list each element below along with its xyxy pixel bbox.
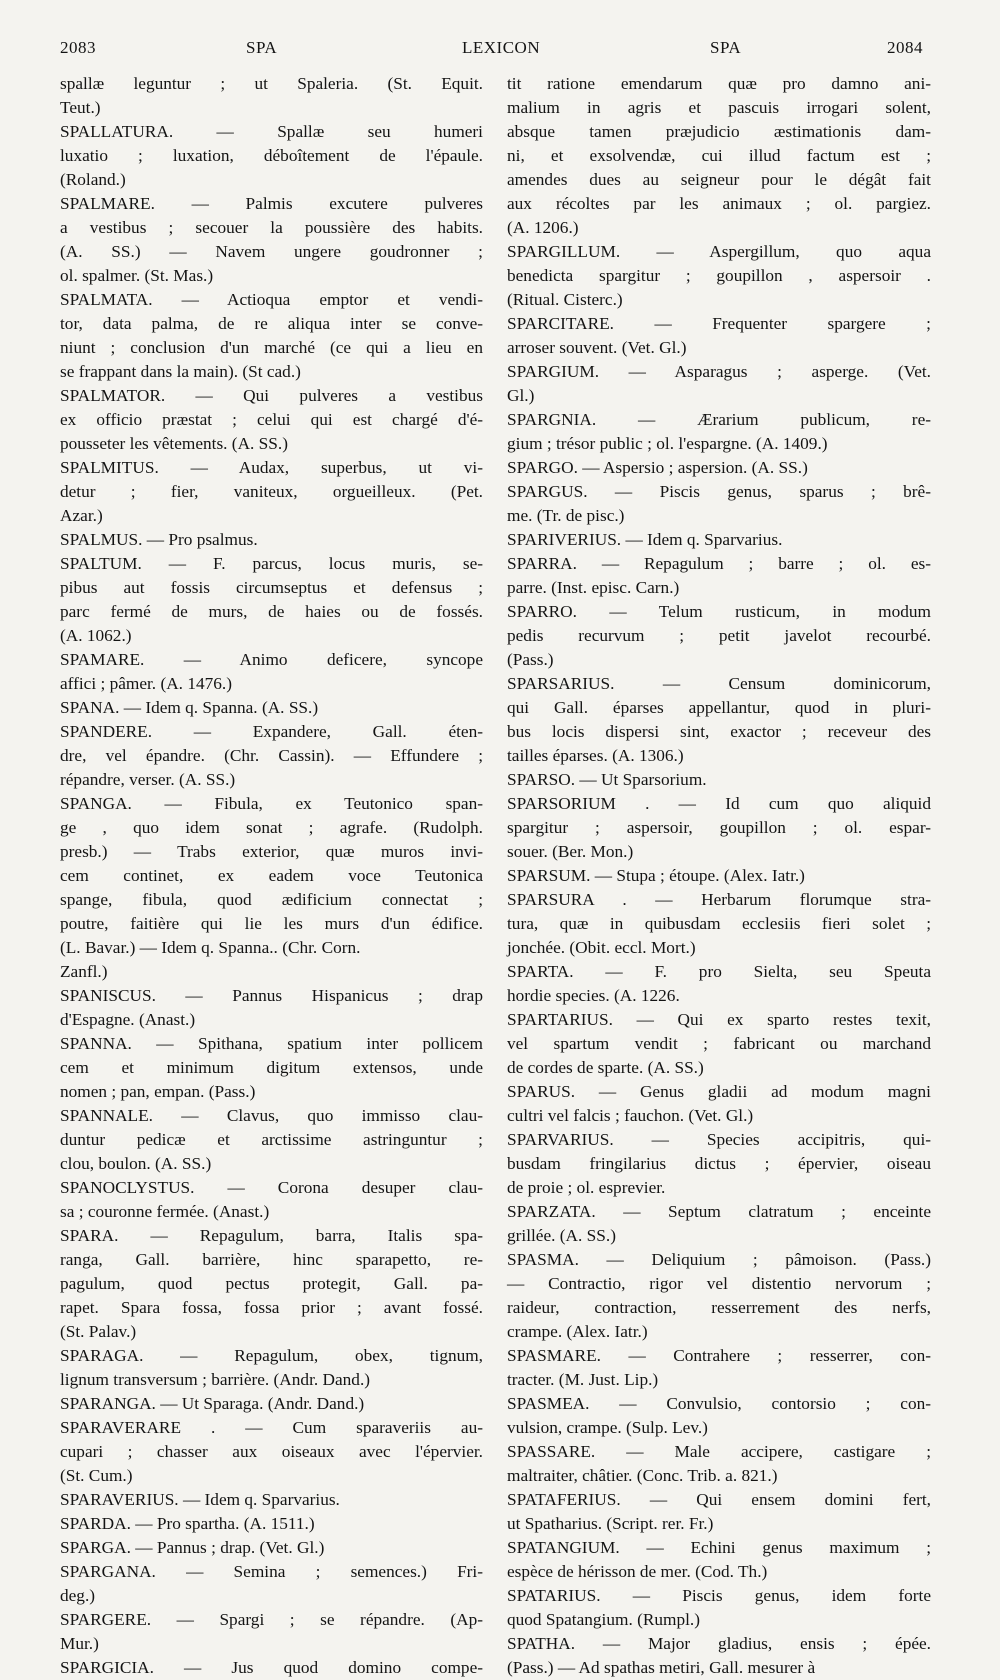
text-line: benedicta spargitur ; goupillon , aspersoir . <box>507 266 931 285</box>
text-line: pibus aut fossis circumseptus et defensus ; <box>60 578 483 597</box>
text-line: spange, fibula, quod ædificium connectat ; <box>60 890 483 909</box>
text-line: pedis recurvum ; petit javelot recourbé. <box>507 626 931 645</box>
text-line: niunt ; conclusion d'un marché (ce qui a lieu en <box>60 338 483 357</box>
text-line: presb.) — Trabs exterior, quæ muros invi- <box>60 842 483 861</box>
text-line: (Ritual. Cisterc.) <box>507 290 623 309</box>
text-line: SPARZATA. — Septum clatratum ; enceinte <box>507 1202 931 1221</box>
text-line: SPARGA. — Pannus ; drap. (Vet. Gl.) <box>60 1538 325 1557</box>
text-line: malium in agris et pascuis irrogari solent, <box>507 98 931 117</box>
text-line: ex officio præstat ; celui qui est chargé d'é- <box>60 410 483 429</box>
text-line: quod Spatangium. (Rumpl.) <box>507 1610 700 1629</box>
text-line: cupari ; chasser aux oiseaux avec l'épervier. <box>60 1442 483 1461</box>
text-line: SPARTARIUS. — Qui ex sparto restes texit, <box>507 1010 931 1029</box>
text-line: SPATHA. — Major gladius, ensis ; épée. <box>507 1634 931 1653</box>
text-line: SPATAFERIUS. — Qui ensem domini fert, <box>507 1490 931 1509</box>
text-line: SPATANGIUM. — Echini genus maximum ; <box>507 1538 931 1557</box>
text-line: SPARGIUM. — Asparagus ; asperge. (Vet. <box>507 362 931 381</box>
text-line: SPASMEA. — Convulsio, contorsio ; con- <box>507 1394 931 1413</box>
text-line: SPANNA. — Spithana, spatium inter pollicem <box>60 1034 483 1053</box>
text-line: (L. Bavar.) — Idem q. Spanna.. (Chr. Corn. <box>60 938 361 957</box>
text-line: SPARGERE. — Spargi ; se répandre. (Ap- <box>60 1610 483 1629</box>
text-line: de cordes de sparte. (A. SS.) <box>507 1058 704 1077</box>
running-header <box>0 38 1000 68</box>
text-line: parre. (Inst. episc. Carn.) <box>507 578 680 597</box>
text-line: amendes dues au seigneur pour le dégât fait <box>507 170 931 189</box>
text-line: Teut.) <box>60 98 101 117</box>
text-line: répandre, verser. (A. SS.) <box>60 770 236 789</box>
text-line: SPALMATA. — Actioqua emptor et vendi- <box>60 290 483 309</box>
text-line: SPARDA. — Pro spartha. (A. 1511.) <box>60 1514 315 1533</box>
text-line: SPARSORIUM . — Id cum quo aliquid <box>507 794 931 813</box>
text-line: busdam fringilarius dictus ; épervier, oiseau <box>507 1154 931 1173</box>
text-line: deg.) <box>60 1586 96 1605</box>
text-line: Mur.) <box>60 1634 99 1653</box>
text-line: duntur pedicæ et arctissime astringuntur ; <box>60 1130 483 1149</box>
text-line: (St. Cum.) <box>60 1466 133 1485</box>
text-line: tracter. (M. Just. Lip.) <box>507 1370 659 1389</box>
text-line: grillée. (A. SS.) <box>507 1226 616 1245</box>
text-line: SPARGO. — Aspersio ; aspersion. (A. SS.) <box>507 458 808 477</box>
text-line: d'Espagne. (Anast.) <box>60 1010 196 1029</box>
text-line: SPASSARE. — Male accipere, castigare ; <box>507 1442 931 1461</box>
text-line: hordie species. (A. 1226. <box>507 986 680 1005</box>
text-line: rapet. Spara fossa, fossa prior ; avant fossé. <box>60 1298 483 1317</box>
text-line: jonchée. (Obit. eccl. Mort.) <box>507 938 696 957</box>
text-line: tit ratione emendarum quæ pro damno ani- <box>507 74 931 93</box>
text-line: SPARSO. — Ut Sparsorium. <box>507 770 707 789</box>
text-line: clou, boulon. (A. SS.) <box>60 1154 212 1173</box>
text-line: crampe. (Alex. Iatr.) <box>507 1322 648 1341</box>
text-line: SPARIVERIUS. — Idem q. Sparvarius. <box>507 530 783 549</box>
text-line: SPARSURA . — Herbarum florumque stra- <box>507 890 931 909</box>
text-line: SPALTUM. — F. parcus, locus muris, se- <box>60 554 483 573</box>
text-line: Azar.) <box>60 506 103 525</box>
text-line: absque tamen præjudicio æstimationis dam- <box>507 122 931 141</box>
text-line: SPASMA. — Deliquium ; pâmoison. (Pass.) <box>507 1250 931 1269</box>
running-head-left: SPA <box>246 38 278 57</box>
text-line: SPARGICIA. — Jus quod domino compe- <box>60 1658 483 1677</box>
text-line: SPARGILLUM. — Aspergillum, quo aqua <box>507 242 931 261</box>
text-line: ut Spatharius. (Script. rer. Fr.) <box>507 1514 714 1533</box>
text-line: dre, vel épandre. (Chr. Cassin). — Effundere ; <box>60 746 483 765</box>
text-line: SPARSUM. — Stupa ; étoupe. (Alex. Iatr.) <box>507 866 805 885</box>
text-line: raideur, contraction, resserrement des nerfs, <box>507 1298 931 1317</box>
text-line: SPARAVERARE . — Cum sparaveriis au- <box>60 1418 483 1437</box>
text-line: gium ; trésor public ; ol. l'espargne. (A. 1409.) <box>507 434 828 453</box>
text-line: SPANOCLYSTUS. — Corona desuper clau- <box>60 1178 483 1197</box>
text-line: Gl.) <box>507 386 535 405</box>
text-line: (Pass.) <box>507 650 554 669</box>
text-line: SPARSARIUS. — Censum dominicorum, <box>507 674 931 693</box>
text-line: — Contractio, rigor vel distentio nervorum ; <box>507 1274 931 1293</box>
text-line: tura, quæ in quibusdam ecclesiis fieri solet ; <box>507 914 931 933</box>
text-line: aux récoltes par les animaux ; ol. pargiez. <box>507 194 931 213</box>
text-line: arroser souvent. (Vet. Gl.) <box>507 338 687 357</box>
text-line: detur ; fier, vaniteux, orgueilleux. (Pet. <box>60 482 483 501</box>
text-line: SPARANGA. — Ut Sparaga. (Andr. Dand.) <box>60 1394 365 1413</box>
running-head-title: LEXICON <box>462 38 541 57</box>
text-line: SPALMATOR. — Qui pulveres a vestibus <box>60 386 483 405</box>
text-line: (A. 1206.) <box>507 218 579 237</box>
text-line: spargitur ; aspersoir, goupillon ; ol. espar- <box>507 818 931 837</box>
text-line: SPARTA. — F. pro Sielta, seu Speuta <box>507 962 931 981</box>
text-line: (A. SS.) — Navem ungere goudronner ; <box>60 242 483 261</box>
text-line: SPARRA. — Repagulum ; barre ; ol. es- <box>507 554 931 573</box>
running-head-right: SPA <box>710 38 742 57</box>
text-line: SPARCITARE. — Frequenter spargere ; <box>507 314 931 333</box>
text-line: cultri vel falcis ; fauchon. (Vet. Gl.) <box>507 1106 754 1125</box>
text-line: espèce de hérisson de mer. (Cod. Th.) <box>507 1562 768 1581</box>
text-line: (Roland.) <box>60 170 126 189</box>
text-line: pousseter les vêtements. (A. SS.) <box>60 434 288 453</box>
text-line: se frappant dans la main). (St cad.) <box>60 362 301 381</box>
text-line: souer. (Ber. Mon.) <box>507 842 634 861</box>
page-number-left: 2083 <box>60 38 96 57</box>
text-line: (Pass.) — Ad spathas metiri, Gall. mesurer à <box>507 1658 816 1677</box>
text-line: SPARRO. — Telum rusticum, in modum <box>507 602 931 621</box>
text-line: lignum transversum ; barrière. (Andr. Dand.) <box>60 1370 371 1389</box>
text-line: SPAMARE. — Animo deficere, syncope <box>60 650 483 669</box>
text-line: SPARGANA. — Semina ; semences.) Fri- <box>60 1562 483 1581</box>
text-line: SPANA. — Idem q. Spanna. (A. SS.) <box>60 698 319 717</box>
text-line: SPALMARE. — Palmis excutere pulveres <box>60 194 483 213</box>
text-line: sa ; couronne fermée. (Anast.) <box>60 1202 270 1221</box>
text-line: SPANDERE. — Expandere, Gall. éten- <box>60 722 483 741</box>
text-line: (St. Palav.) <box>60 1322 137 1341</box>
text-line: de proie ; ol. esprevier. <box>507 1178 666 1197</box>
text-line: maltraiter, châtier. (Conc. Trib. a. 821.) <box>507 1466 778 1485</box>
text-line: ge , quo idem sonat ; agrafe. (Rudolph. <box>60 818 483 837</box>
text-line: parc fermé de murs, de haies ou de fossés. <box>60 602 483 621</box>
text-line: (A. 1062.) <box>60 626 132 645</box>
text-line: cem continet, ex eadem voce Teutonica <box>60 866 483 885</box>
text-line: a vestibus ; secouer la poussière des habits. <box>60 218 483 237</box>
text-line: qui Gall. éparses appellantur, quod in pluri- <box>507 698 931 717</box>
text-line: SPANGA. — Fibula, ex Teutonico span- <box>60 794 483 813</box>
text-line: SPARUS. — Genus gladii ad modum magni <box>507 1082 931 1101</box>
text-line: luxatio ; luxation, déboîtement de l'épaule. <box>60 146 483 165</box>
text-line: SPALLATURA. — Spallæ seu humeri <box>60 122 483 141</box>
text-line: spallæ leguntur ; ut Spaleria. (St. Equit. <box>60 74 483 93</box>
text-line: SPARAVERIUS. — Idem q. Sparvarius. <box>60 1490 340 1509</box>
text-line: vulsion, crampe. (Sulp. Lev.) <box>507 1418 708 1437</box>
text-line: Zanfl.) <box>60 962 108 981</box>
text-line: cem et minimum digitum extensos, unde <box>60 1058 483 1077</box>
text-line: vel spartum vendit ; fabricant ou marchand <box>507 1034 931 1053</box>
text-line: bus locis dispersi sint, exactor ; receveur des <box>507 722 931 741</box>
text-line: ni, et exsolvendæ, cui illud factum est ; <box>507 146 931 165</box>
text-line: tailles éparses. (A. 1306.) <box>507 746 684 765</box>
text-line: SPATARIUS. — Piscis genus, idem forte <box>507 1586 931 1605</box>
text-line: ol. spalmer. (St. Mas.) <box>60 266 214 285</box>
text-line: tor, data palma, de re aliqua inter se conve- <box>60 314 483 333</box>
text-line: ranga, Gall. barrière, hinc sparapetto, re- <box>60 1250 483 1269</box>
text-line: SPARGNIA. — Ærarium publicum, re- <box>507 410 931 429</box>
text-line: poutre, faitière qui lie les murs d'un édifice. <box>60 914 483 933</box>
text-line: affici ; pâmer. (A. 1476.) <box>60 674 232 693</box>
text-line: nomen ; pan, empan. (Pass.) <box>60 1082 256 1101</box>
left-column <box>60 72 483 1680</box>
text-line: SPALMITUS. — Audax, superbus, ut vi- <box>60 458 483 477</box>
text-line: SPARGUS. — Piscis genus, sparus ; brê- <box>507 482 931 501</box>
text-line: SPANNALE. — Clavus, quo immisso clau- <box>60 1106 483 1125</box>
text-line: me. (Tr. de pisc.) <box>507 506 625 525</box>
text-line: SPARA. — Repagulum, barra, Italis spa- <box>60 1226 483 1245</box>
text-line: SPANISCUS. — Pannus Hispanicus ; drap <box>60 986 483 1005</box>
text-line: pagulum, quod pectus protegit, Gall. pa- <box>60 1274 483 1293</box>
page-number-right: 2084 <box>887 38 923 57</box>
text-line: SPALMUS. — Pro psalmus. <box>60 530 258 549</box>
text-line: SPASMARE. — Contrahere ; resserrer, con- <box>507 1346 931 1365</box>
right-column <box>507 72 931 1680</box>
text-line: SPARAGA. — Repagulum, obex, tignum, <box>60 1346 483 1365</box>
text-line: SPARVARIUS. — Species accipitris, qui- <box>507 1130 931 1149</box>
